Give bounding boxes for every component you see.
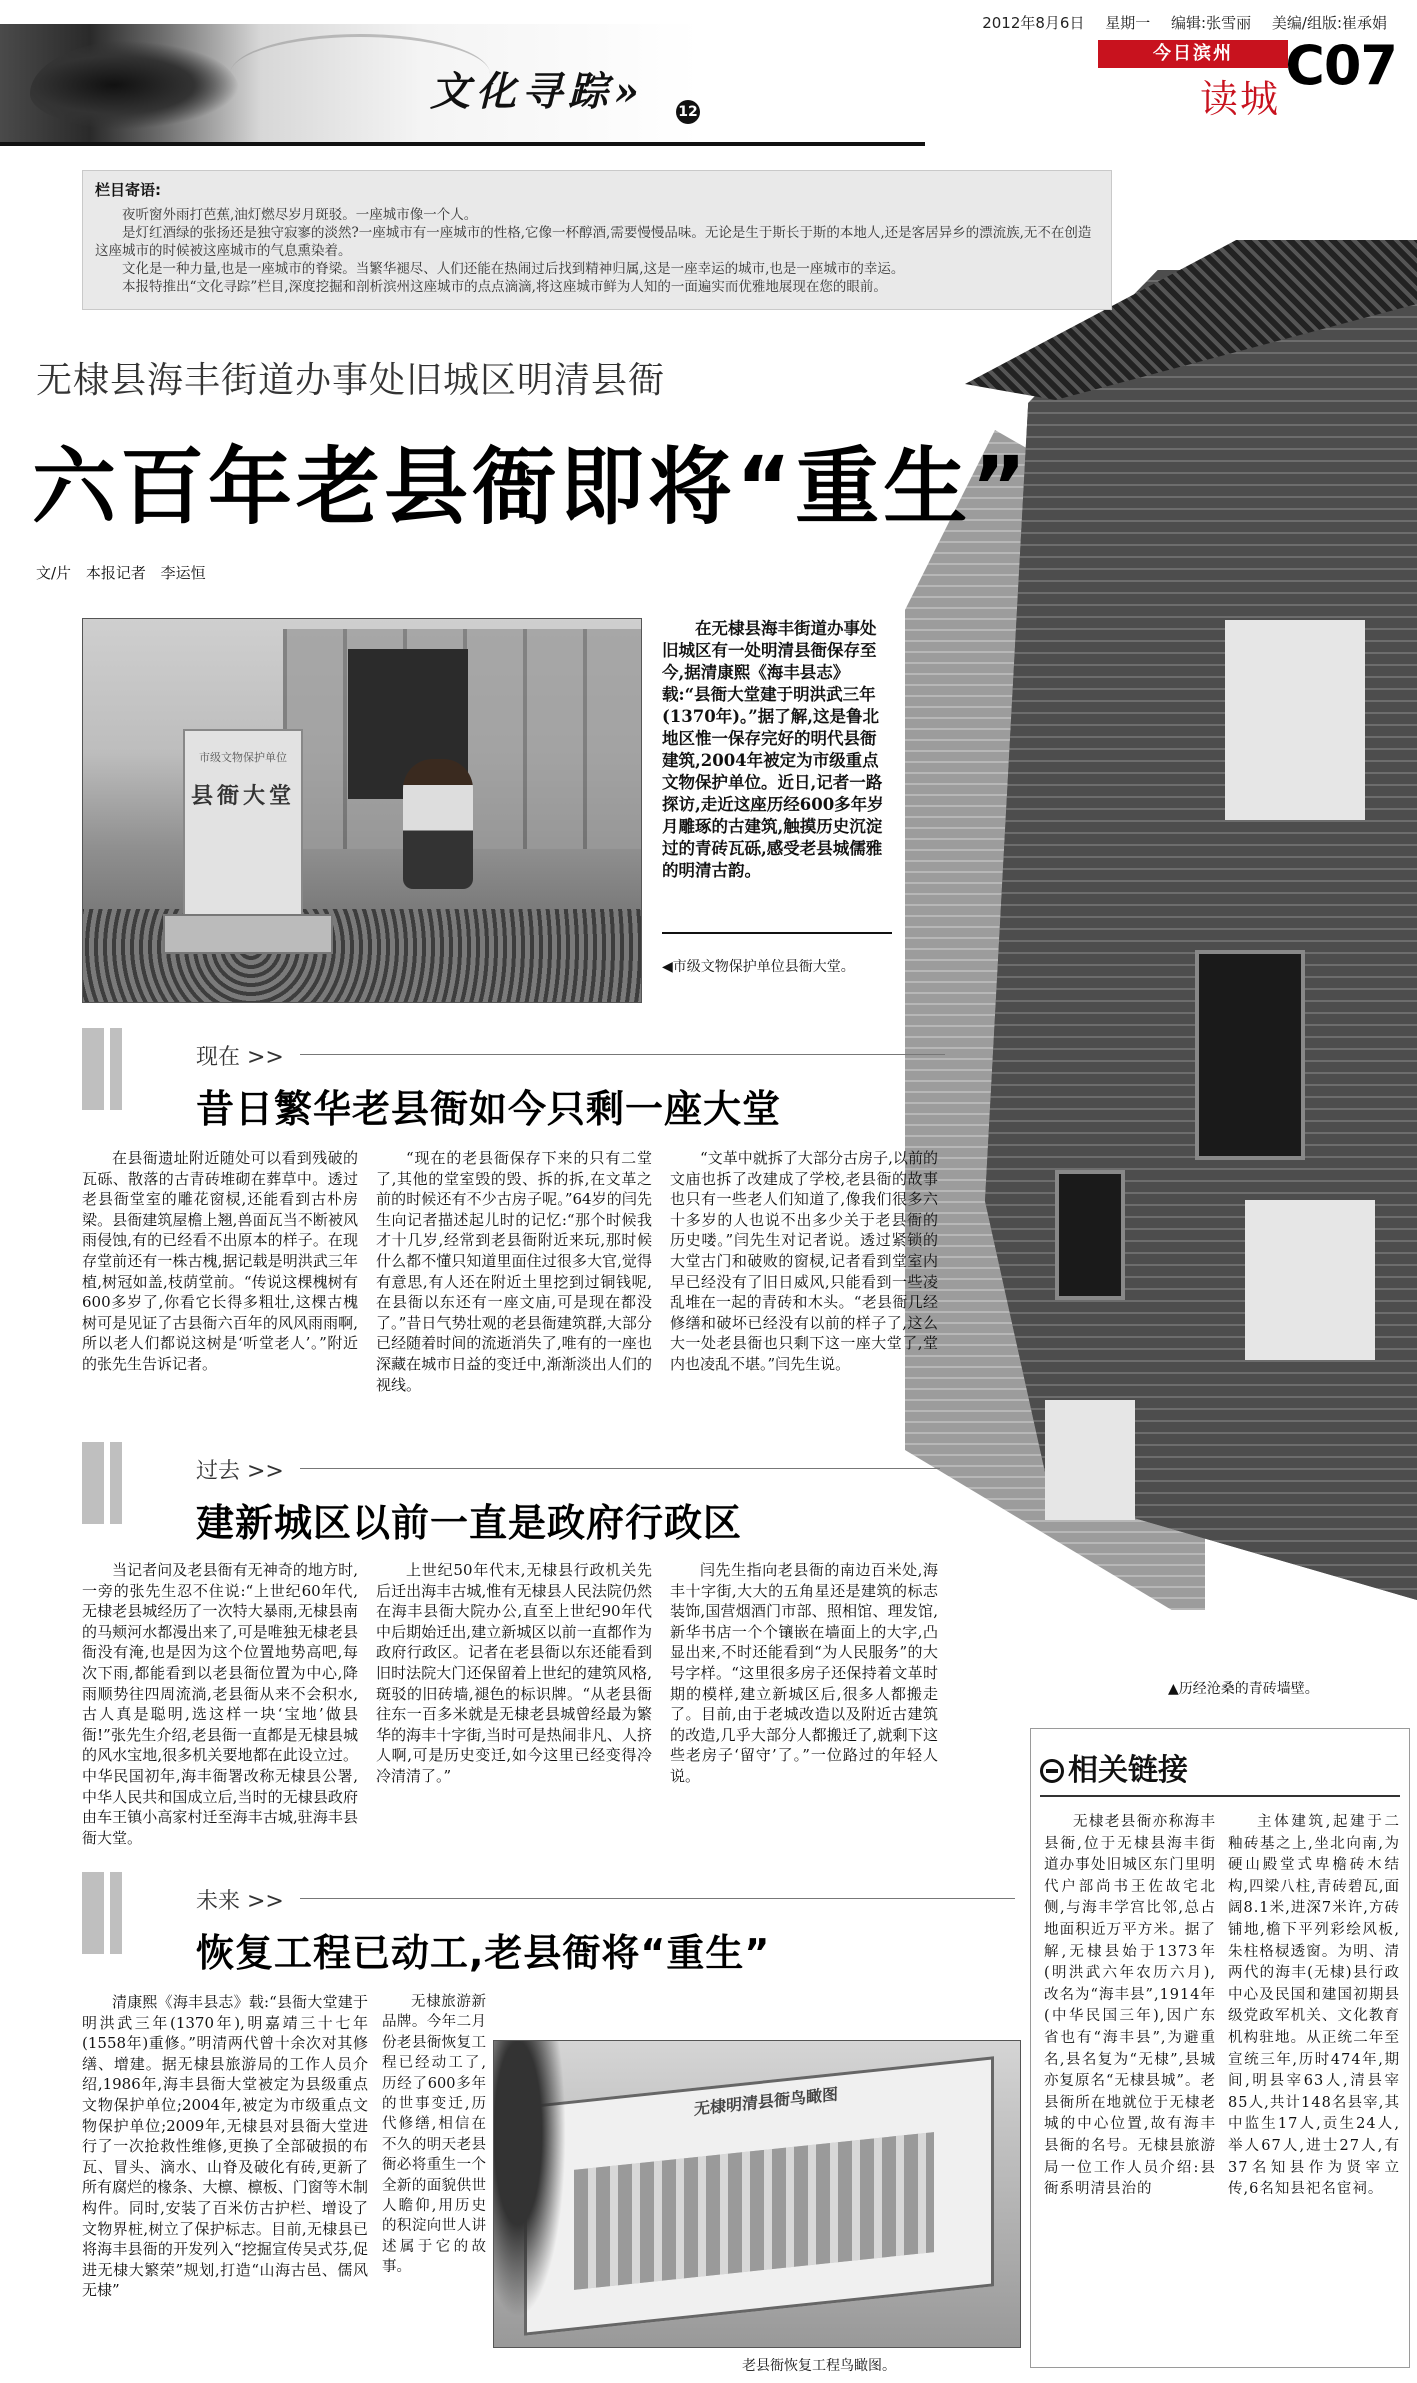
text-column bbox=[376, 1148, 652, 1420]
county-hall-photo bbox=[82, 618, 642, 1003]
paragraph: 无棣旅游新品牌。今年二月份老县衙恢复工程已经动工了,历经了600多年的世事变迁,历代修缮,相信在不久的明天老县衙必将重生一个全新的面貌供世人瞻仰,用历史的积淀向世人讲述属于它的故事。 bbox=[382, 1994, 486, 2276]
section-marker-bar bbox=[110, 1028, 122, 1110]
page-code: C07 bbox=[1285, 34, 1397, 97]
column-name-text: 文化寻踪 bbox=[430, 68, 614, 115]
stele-base bbox=[163, 914, 333, 954]
intro-paragraph: 夜听窗外雨打芭蕉,油灯燃尽岁月斑驳。一座城市像一个人。 bbox=[122, 207, 478, 223]
brick-photo-caption: ▲历经沧桑的青砖墙壁。 bbox=[1168, 1681, 1319, 1697]
weekday: 星期一 bbox=[1105, 14, 1151, 32]
text-column bbox=[82, 1992, 368, 2372]
section-small-label: 现在 >> bbox=[196, 1045, 284, 1070]
article-lead bbox=[662, 618, 892, 882]
paragraph: 清康熙《海丰县志》载:“县衙大堂建于明洪武三年(1370年),明嘉靖三十七年(1558年)重修。”明清两代曾十余次对其修缮、增建。据无棣县旅游局的工作人员介绍,1986年,海丰县衙大堂被定为县级重点文物保护单位;2004年,被定为市级重点文物保护单位;2009年,无棣县对县衙大堂进行了一次抢救性维修,更换了全部破损的布瓦、冒头、滴水、山脊及破化有砖,更新了所有腐烂的椽条、大檩、檩板、门窗等木制构件。同时,安装了百米仿古护栏、增设了文物界桩,树立了保护标志。目前,无棣县已将海丰县衙的开发列入“挖掘宣传吴式芬,促进无棣大繁荣”规划,打造“山海古邑、儒风无棣” bbox=[82, 1993, 368, 2300]
section-title: 建新城区以前一直是政府行政区 bbox=[196, 1501, 743, 1545]
section-rule bbox=[300, 1468, 940, 1469]
article-headline: 六百年老县衙即将“重生” bbox=[32, 438, 1031, 536]
section-marker-bar bbox=[110, 1872, 122, 1954]
section-marker-bar bbox=[82, 1442, 104, 1524]
section-title: 恢复工程已动工,老县衙将“重生” bbox=[196, 1931, 771, 1975]
tree-foliage bbox=[494, 2041, 574, 2348]
byline bbox=[36, 562, 216, 583]
section-marker-bar bbox=[82, 1872, 104, 1954]
plaster-patch bbox=[1045, 1400, 1135, 1520]
paragraph: 上世纪50年代末,无棣县行政机关先后迁出海丰古城,惟有无棣县人民法院仍然在海丰县衙大院办公,直至上世纪90年代中后期始迁出,建立新城区以前一直都作为政府行政区。记者在老县衙以东还能看到旧时法院大门还保留着上世纪的建筑风格,斑驳的旧砖墙,褪色的标识牌。“从老县衙往东一百多米就是无棣老县城曾经最为繁华的海丰十字街,当时可是热闹非凡、人挤人啊,可是历史变迁,如今这里已经变得冷冷清清了。” bbox=[376, 1561, 652, 1785]
date: 2012年8月6日 bbox=[982, 14, 1085, 32]
hall-photo-caption: ◀市级文物保护单位县衙大堂。 bbox=[662, 959, 855, 975]
paragraph: 闫先生指向老县衙的南边百米处,海丰十字街,大大的五角星还是建筑的标志装饰,国营烟酒门市部、照相馆、理发馆,新华书店一个个镶嵌在墙面上的大字,凸显出来,不时还能看到“为人民服务”的大号字样。“这里很多房子还保持着文革时期的模样,建立新城区后,很多人都搬走了。目前,由于老城改造以及附近古建筑的改造,几乎大部分人都搬迁了,就剩下这些老房子‘留守’了。”一位路过的年轻人说。 bbox=[670, 1561, 938, 1785]
section-name: 读城 bbox=[1200, 77, 1281, 121]
paragraph: “文革中就拆了大部分古房子,以前的文庙也拆了改建成了学校,老县衙的故事也只有一些老人们知道了,像我们很多六十多岁的人也说不出多少关于老县衙的历史喽。”闫先生对记者说。透过紧锁的大堂古门和破败的窗棂,记者看到堂室内早已经没有了旧日威风,只能看到一些凌乱堆在一起的青砖和木头。“老县衙几经修缮和破坏已经没有以前的样子了,这么大一处老县衙也只剩下这一座大堂了,堂内也凌乱不堪。”闫先生说。 bbox=[670, 1149, 938, 1373]
page-meta bbox=[966, 12, 1387, 33]
intro-paragraph: 是灯红酒绿的张扬还是独守寂寥的淡然?一座城市有一座城市的性格,它像一杯醇酒,需要慢慢品味。无论是生于斯长于斯的本地人,还是客居异乡的漂流族,无不在创造这座城市的时候被这座城市的气息熏染着。 bbox=[95, 225, 1092, 259]
section-small-label: 未来 >> bbox=[196, 1889, 284, 1914]
article-kicker: 无棣县海丰街道办事处旧城区明清县衙 bbox=[36, 360, 666, 401]
text-column bbox=[376, 1560, 652, 1872]
section-small-label: 过去 >> bbox=[196, 1459, 284, 1484]
byline-prefix: 文/片 bbox=[36, 564, 72, 582]
editor: 编辑:张雪丽 bbox=[1171, 14, 1252, 32]
column-name bbox=[430, 60, 645, 117]
column-mark: » bbox=[614, 68, 645, 115]
related-text-column bbox=[1044, 1812, 1216, 2357]
lead-text: 在无棣县海丰街道办事处旧城区有一处明清县衙保存至今,据清康熙《海丰县志》载:“县衙大堂建于明洪武三年(1370年)。”据了解,这是鲁北地区惟一保存完好的明代县衙建筑,2004年被定为市级重点文物保护单位。近日,记者一路探访,走近这座历经600多年岁月雕琢的古建筑,触摸历史沉淀过的青砖瓦砾,感受老县城儒雅的明清古韵。 bbox=[662, 619, 884, 880]
related-rule bbox=[1040, 1795, 1400, 1797]
stele-main-text: 县衙大堂 bbox=[190, 783, 295, 809]
text-column bbox=[82, 1148, 358, 1420]
stele-top-text: 市级文物保护单位 bbox=[199, 751, 287, 764]
designer: 美编/组版:崔承娟 bbox=[1271, 14, 1387, 32]
byline-name: 李运恒 bbox=[160, 564, 206, 582]
paragraph: 在县衙遗址附近随处可以看到残破的瓦砾、散落的古青砖堆砌在葬草中。透过老县衙堂室的雕花窗棂,还能看到古朴房梁。县衙建筑屋檐上翘,兽面瓦当不断被风雨侵蚀,有的已经看不出原本的样子。在现存堂前还有一株古槐,据记载是明洪武三年植,树冠如盖,枝荫堂前。“传说这棵槐树有600多岁了,你看它长得多粗壮,这棵古槐树可是见证了古县衙六百年的风风雨雨啊,所以老人们都说这树是‘听堂老人’。”附近的张先生告诉记者。 bbox=[82, 1149, 358, 1373]
paragraph: 主体建筑,起建于二釉砖基之上,坐北向南,为硬山殿堂式卑檐砖木结构,四梁八柱,青砖碧瓦,面阔8.1米,进深7米许,方砖铺地,檐下平列彩绘风板,朱柱格棂透窗。为明、清两代的海丰(无棣)县行政中心及民国和建国初期县级党政军机关、文化教育机构驻地。从正统二年至宣统三年,历时474年,期间,明县宰63人,清县宰85人,共计148名县宰,其中监生17人,贡生24人,举人67人,进士27人,有37名知县作为贤宰立传,6名知县祀名宦祠。 bbox=[1228, 1814, 1400, 2198]
heritage-stele bbox=[183, 729, 303, 919]
section-rule bbox=[300, 1898, 1015, 1899]
paragraph: 当记者问及老县衙有无神奇的地方时,一旁的张先生忍不住说:“上世纪60年代,无棣老县城经历了一次特大暴雨,无棣县南的马颊河水都漫出来了,可是唯独无棣老县衙没有淹,也是因为这个位置地势高吧,每次下雨,都能看到以老县衙位置为中心,降雨顺势往四周流淌,老县衙从来不会积水,古人真是聪明,选这样一块‘宝地’做县衙!”张先生介绍,老县衙一直都是无棣县城的风水宝地,很多机关要地都在此设立过。中华民国初年,海丰衙署改称无棣县公署,中华人民共和国成立后,当时的无棣县政府由车王镇小高家村迁至海丰古城,驻海丰县衙大堂。 bbox=[82, 1561, 358, 1847]
window bbox=[1055, 1170, 1125, 1300]
intro-paragraph: 文化是一种力量,也是一座城市的脊梁。当繁华褪尽、人们还能在热闹过后找到精神归属,这是一座幸运的城市,也是一座城市的幸运。 bbox=[122, 261, 905, 277]
paragraph: 无棣老县衙亦称海丰县衙,位于无棣县海丰街道办事处旧城区东门里明代户部尚书王佐故宅北侧,与海丰学宫比邻,总占地面积近万平方米。据了解,无棣县始于1373年(明洪武六年农历六月),改名为“海丰县”,1914年(中华民国三年),因广东省也有“海丰县”,为避重名,县名复为“无棣”,县城亦复原名“无棣县城”。老县衙所在地就位于无棣老城的中心位置,故有海丰县衙的名号。无棣县旅游局一位工作人员介绍:县衙系明清县治的 bbox=[1044, 1814, 1216, 2198]
issue-number: 12 bbox=[676, 100, 700, 124]
text-column bbox=[82, 1560, 358, 1872]
brick-wall-photo bbox=[905, 150, 1417, 1610]
related-links-heading bbox=[1040, 1745, 1188, 1789]
section-badge: 今日滨州 bbox=[1098, 40, 1288, 68]
intro-paragraph: 本报特推出“文化寻踪”栏目,深度挖掘和剖析滨州这座城市的点点滴滴,将这座城市鲜为人知的一面遍实而优雅地展现在您的眼前。 bbox=[122, 279, 887, 295]
related-heading-text: 相关链接 bbox=[1068, 1753, 1188, 1788]
top-rule bbox=[0, 142, 925, 146]
text-column bbox=[382, 1992, 486, 2372]
section-marker-bar bbox=[82, 1028, 104, 1110]
lead-rule bbox=[662, 932, 892, 934]
column-intro-box bbox=[82, 170, 1112, 310]
section-marker-bar bbox=[110, 1442, 122, 1524]
person-figure bbox=[403, 759, 473, 889]
text-column bbox=[670, 1148, 938, 1420]
plaster-patch bbox=[1225, 620, 1365, 820]
window bbox=[1195, 950, 1305, 1160]
aerial-photo-caption: 老县衙恢复工程鸟瞰图。 bbox=[742, 2358, 896, 2374]
section-rule bbox=[300, 1054, 945, 1055]
intro-heading: 栏目寄语: bbox=[95, 181, 161, 199]
paragraph: “现在的老县衙保存下来的只有二堂了,其他的堂室毁的毁、拆的拆,在文革之前的时候还有不少古房子呢。”64岁的闫先生向记者描述起儿时的记忆:“那个时候我才十几岁,经常到老县衙附近来玩,那时候什么都不懂只知道里面住过很多大官,觉得有意思,有人还在附近土里挖到过铜钱呢,在县衙以东还有一座文庙,可是现在都没了。”昔日气势壮观的老县衙建筑群,大部分已经随着时间的流逝消失了,唯有的一座也深藏在城市日益的变迁中,渐渐淡出人们的视线。 bbox=[376, 1149, 652, 1394]
text-column bbox=[670, 1560, 938, 1872]
section-title: 昔日繁华老县衙如今只剩一座大堂 bbox=[196, 1087, 782, 1131]
aerial-rendering-photo bbox=[493, 2040, 1021, 2348]
link-icon bbox=[1040, 1759, 1064, 1783]
plaster-patch bbox=[1245, 1200, 1375, 1360]
related-text-column bbox=[1228, 1812, 1400, 2357]
board-title: 无棣明清县衙鸟瞰图 bbox=[694, 2084, 839, 2119]
byline-role: 本报记者 bbox=[85, 564, 146, 582]
